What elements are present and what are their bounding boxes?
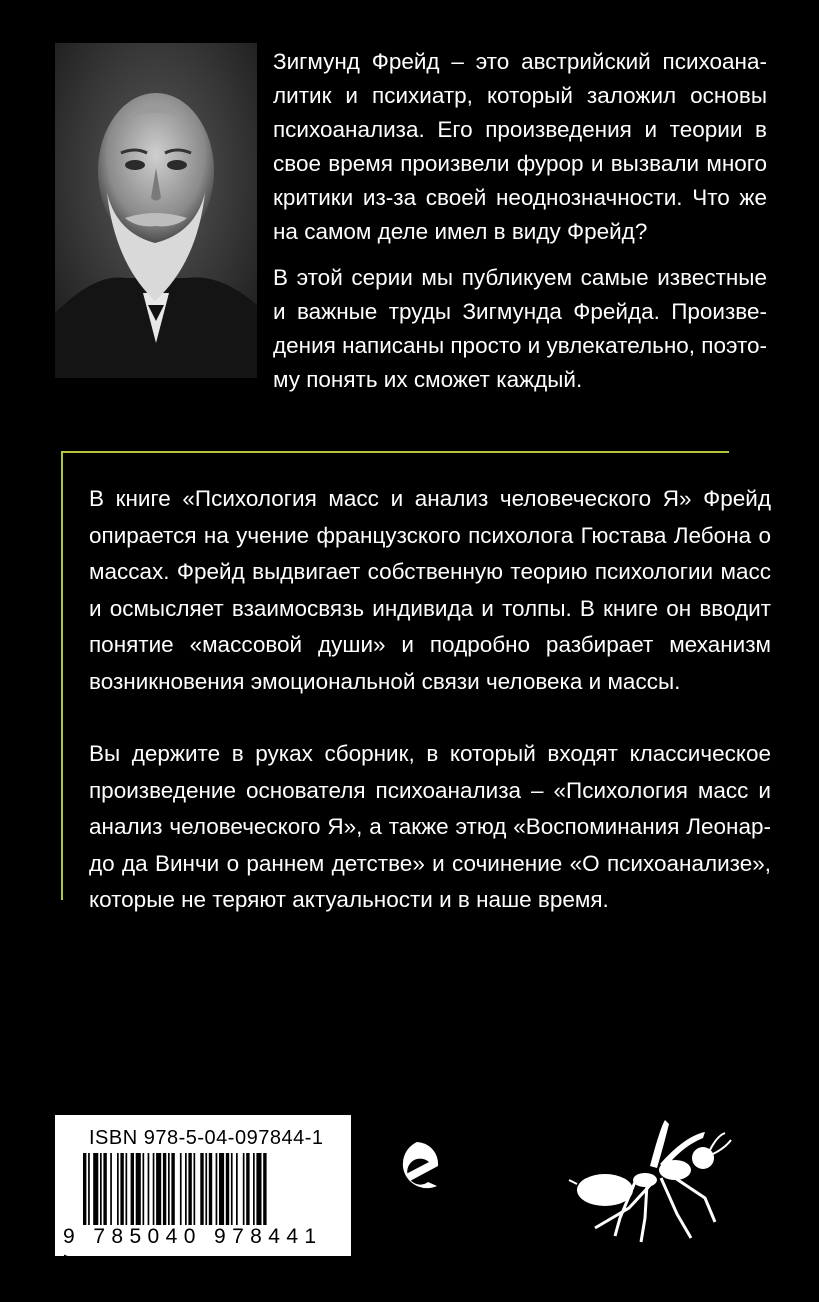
intro-paragraph-2: В этой серии мы публикуем самые известные и важные труды Зигмунда Фрейда. Произве-дения написаны просто и увлекательно, поэто-му понять их сможет каждый. — [273, 265, 768, 392]
isbn-label: ISBN 978-5-04-097844-1 — [89, 1127, 324, 1149]
isbn-barcode-box — [55, 1115, 351, 1272]
publisher-logo — [392, 1138, 442, 1215]
intro-paragraph-1: Зигмунд Фрейд – это австрийский психоана-литик и психиатр, который заложил основы психоанализа. Его произведения и теории в свое время произвели фурор и вызвали много критики из-за своей неоднозначности. Что же на самом деле имел в виду Фрейд? — [273, 49, 767, 244]
ant-silhouette-icon — [565, 1118, 735, 1248]
series-logo — [565, 1118, 735, 1253]
barcode — [83, 1153, 323, 1225]
description-paragraph-1: В книге «Психология масс и анализ человеческого Я» Фрейд опирается на учение французского психолога Гюстава Лебона о массах. Фрейд выдвигает собственную теорию психологии масс и осмысляет взаимосвязь индивида и толпы. В книге он вводит понятие «массовой души» и подробно разбирает механизм возникновения эмоциональной связи человека и массы. — [89, 486, 771, 694]
freud-portrait — [55, 43, 257, 378]
description-paragraph-2: Вы держите в руках сборник, в который входят классическое произведение основателя психоанализа – «Психология масс и анализ человеческого Я», а также этюд «Воспоминания Леонар-до да Винчи о раннем детстве» и сочинение «О психоанализе», которые не теряют актуальности и в наше время. — [89, 741, 771, 912]
book-description — [89, 481, 771, 919]
portrait-image — [55, 43, 257, 378]
eksmo-e-logo-icon — [392, 1138, 442, 1210]
book-description-frame — [61, 451, 771, 912]
barcode-digits: 9 785040 978441 > — [63, 1225, 323, 1272]
intro-text — [273, 45, 767, 409]
